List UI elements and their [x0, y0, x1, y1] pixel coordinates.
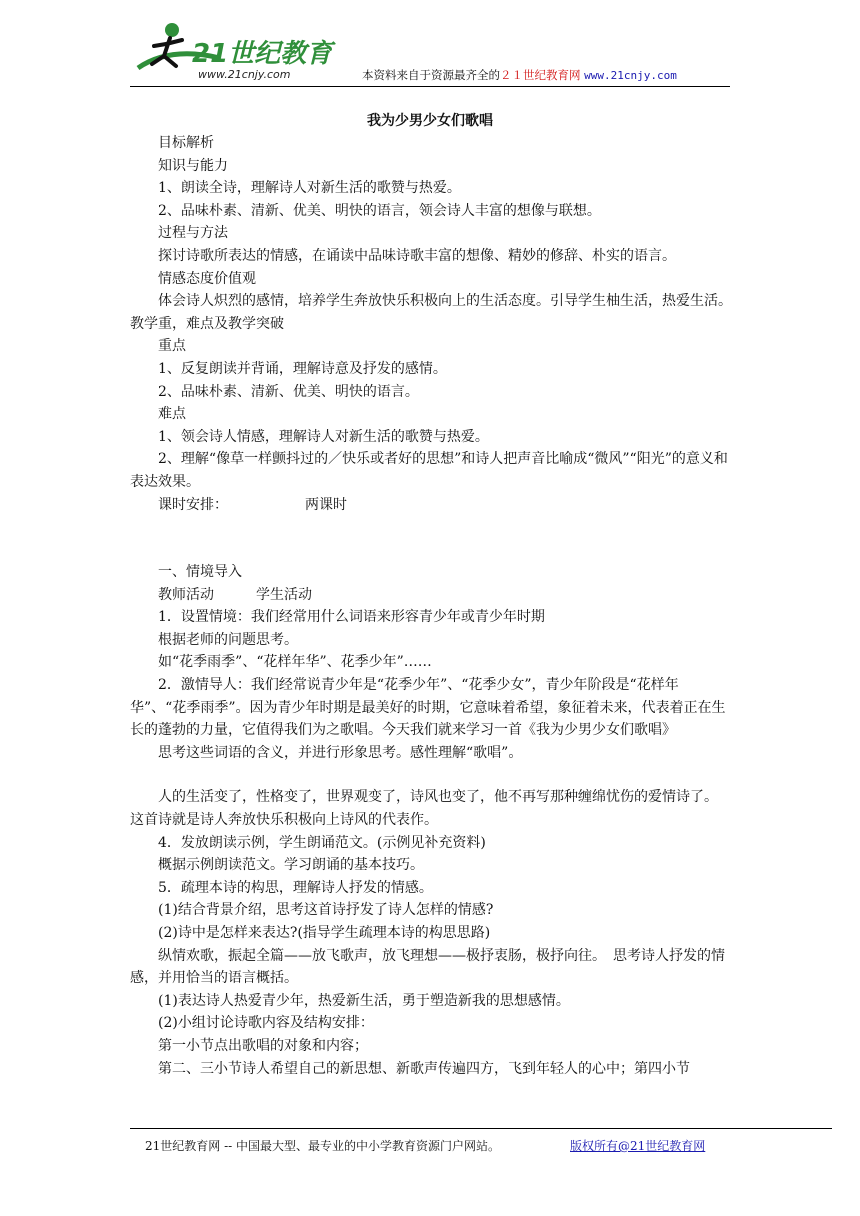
body-paragraph: (2)诗中是怎样来表达?(指导学生疏理本诗的构思思路)	[158, 925, 491, 941]
header-url-link[interactable]: www.21cnjy.com	[584, 69, 677, 82]
body-paragraph: 课时安排： 两课时	[158, 496, 347, 513]
document-body	[130, 132, 753, 1080]
body-paragraph: 思考这些词语的含义，并进行形象思考。感性理解“歌唱”。	[158, 744, 523, 761]
body-paragraph: 过程与方法	[158, 225, 228, 242]
body-paragraph: 2、理解“像草一样颤抖过的／快乐或者好的思想”和诗人把声音比喻成“微风”“阳光”的意义和表达效果。	[130, 451, 728, 490]
body-paragraph: 第二、三小节诗人希望自己的新思想、新歌声传遍四方，飞到年轻人的心中；第四小节	[158, 1060, 690, 1077]
body-paragraph: 2．激情导人：我们经常说青少年是“花季少年”、“花季少女”，青少年阶段是“花样年华”、“花季雨季”。因为青少年时期是最美好的时期，它意味着希望，象征着未来，代表着正在生长的蓬勃的力量，它值得我们为之歌唱。今天我们就来学习一首《我为少男少女们歌唱》	[130, 677, 726, 739]
body-paragraph: (1)表达诗人热爱青少年，热爱新生活，勇于塑造新我的思想感情。	[158, 992, 570, 1009]
body-paragraph: 探讨诗歌所表达的情感，在诵读中品味诗歌丰富的想像、精妙的修辞、朴实的语言。	[158, 247, 676, 264]
body-paragraph: 2、品味朴素、清新、优美、明快的语言，领会诗人丰富的想像与联想。	[158, 202, 601, 219]
header-notice	[362, 67, 677, 83]
blank-gap	[130, 764, 730, 786]
header-site-name[interactable]: ２１世纪教育网	[500, 68, 581, 82]
site-logo	[130, 16, 340, 86]
copyright-link[interactable]: 版权所有@21世纪教育网	[570, 1139, 706, 1153]
body-paragraph: 1、朗读全诗，理解诗人对新生活的歌赞与热爱。	[158, 180, 461, 197]
logo-url: www.21cnjy.com	[198, 68, 291, 81]
body-paragraph: 重点	[158, 338, 186, 355]
document-title: 我为少男少女们歌唱	[367, 113, 493, 129]
header-notice-prefix: 本资料来自于资源最齐全的	[362, 68, 500, 82]
body-paragraph: 体会诗人炽烈的感情，培养学生奔放快乐积极向上的生活态度。引导学生柚生活，热爱生活。 教学重，难点及教学突破	[130, 293, 753, 332]
body-paragraph: 1、反复朗读并背诵，理解诗意及抒发的感情。	[158, 360, 447, 377]
body-paragraph: 人的生活变了，性格变了，世界观变了，诗风也变了，他不再写那种缠绵忧伤的爱情诗了。这首诗就是诗人奔放快乐积极向上诗风的代表作。	[130, 789, 718, 829]
body-paragraph: 根据老师的问题思考。	[158, 631, 298, 648]
section-analysis	[130, 786, 730, 1080]
section-objectives	[130, 132, 753, 516]
body-paragraph: 教师活动 学生活动	[158, 586, 312, 603]
body-paragraph: 纵情欢歌，振起全篇——放飞歌声，放飞理想——极抒衷肠，极抒向往。 思考诗人抒发的情感，并用恰当的语言概括。	[130, 947, 725, 987]
body-paragraph: 概据示例朗读范文。学习朗诵的基本技巧。	[158, 857, 424, 874]
header-divider	[130, 86, 730, 87]
body-paragraph: 情感态度价值观	[158, 270, 256, 287]
section-introduction	[130, 561, 730, 764]
body-paragraph: 目标解析	[158, 135, 214, 151]
body-paragraph: 1、领会诗人情感，理解诗人对新生活的歌赞与热爱。	[158, 428, 489, 445]
body-paragraph: (1)结合背景介绍，思考这首诗抒发了诗人怎样的情感?	[158, 902, 494, 919]
body-paragraph: 一、情境导入	[158, 564, 242, 581]
body-paragraph: 知识与能力	[158, 157, 228, 174]
logo-text: 21世纪教育	[192, 39, 333, 69]
body-paragraph: 4．发放朗读示例，学生朗诵范文。(示例见补充资料)	[158, 834, 486, 851]
blank-gap	[130, 516, 730, 561]
footer-text: 21世纪教育网 -- 中国最大型、最专业的中小学教育资源门户网站。	[145, 1139, 501, 1153]
body-paragraph: 难点	[158, 406, 186, 423]
body-paragraph: 1．设置情境：我们经常用什么词语来形容青少年或青少年时期	[158, 609, 545, 626]
body-paragraph: 2、品味朴素、清新、优美、明快的语言。	[158, 383, 419, 400]
body-paragraph: 第一小节点出歌唱的对象和内容；	[158, 1037, 368, 1054]
page-header	[130, 16, 730, 86]
body-paragraph: 5．疏理本诗的构思，理解诗人抒发的情感。	[158, 879, 433, 896]
body-paragraph: (2)小组讨论诗歌内容及结构安排：	[158, 1015, 374, 1032]
footer-divider	[130, 1128, 832, 1129]
body-paragraph: 如“花季雨季”、“花样年华”、花季少年”……	[158, 654, 432, 671]
page-footer	[145, 1137, 706, 1154]
